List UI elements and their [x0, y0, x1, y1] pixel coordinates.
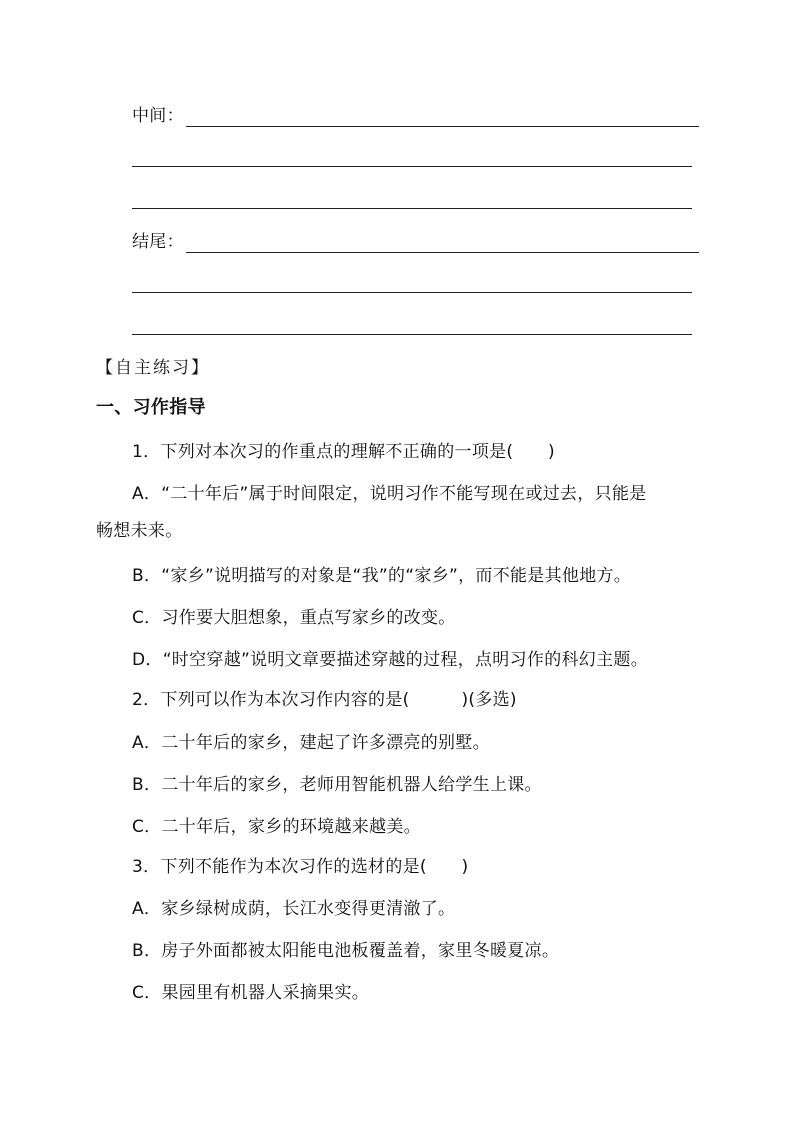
section-title: 【自主练习】: [96, 358, 210, 378]
middle-answer-line-1[interactable]: [186, 126, 699, 127]
question-1-stem: 1．下列对本次习的作重点的理解不正确的一项是( ): [132, 442, 555, 462]
question-2-stem: 2．下列可以作为本次习作内容的是( )(多选): [132, 690, 517, 710]
middle-answer-line-2[interactable]: [132, 166, 692, 167]
part-title: 一、习作指导: [96, 397, 206, 418]
ending-answer-line-1[interactable]: [186, 252, 699, 253]
middle-answer-line-3[interactable]: [132, 208, 692, 209]
question-1-option-d: D．“时空穿越”说明文章要描述穿越的过程，点明习作的科幻主题。: [132, 650, 649, 670]
question-1-option-c: C．习作要大胆想象，重点写家乡的改变。: [132, 608, 456, 628]
question-1-option-b: B．“家乡”说明描写的对象是“我”的“家乡”，而不能是其他地方。: [132, 566, 632, 586]
ending-answer-line-2[interactable]: [132, 292, 692, 293]
question-3-option-a: A．家乡绿树成荫，长江水变得更清澈了。: [132, 899, 456, 919]
question-2-option-c: C．二十年后，家乡的环境越来越美。: [132, 817, 421, 837]
question-3-option-c: C．果园里有机器人采摘果实。: [132, 983, 370, 1003]
question-3-option-b: B．房子外面都被太阳能电池板覆盖着，家里冬暖夏凉。: [132, 941, 560, 961]
question-1-option-a: A．“二十年后”属于时间限定，说明习作不能写现在或过去，只能是: [132, 484, 647, 504]
question-1-option-a-cont: 畅想未来。: [96, 521, 183, 541]
middle-label: 中间：: [132, 106, 184, 126]
ending-label: 结尾：: [132, 232, 184, 252]
question-3-stem: 3．下列不能作为本次习作的选材的是( ): [132, 857, 469, 877]
question-2-option-b: B．二十年后的家乡，老师用智能机器人给学生上课。: [132, 775, 542, 795]
question-2-option-a: A．二十年后的家乡，建起了许多漂亮的别墅。: [132, 733, 490, 753]
ending-answer-line-3[interactable]: [132, 334, 692, 335]
